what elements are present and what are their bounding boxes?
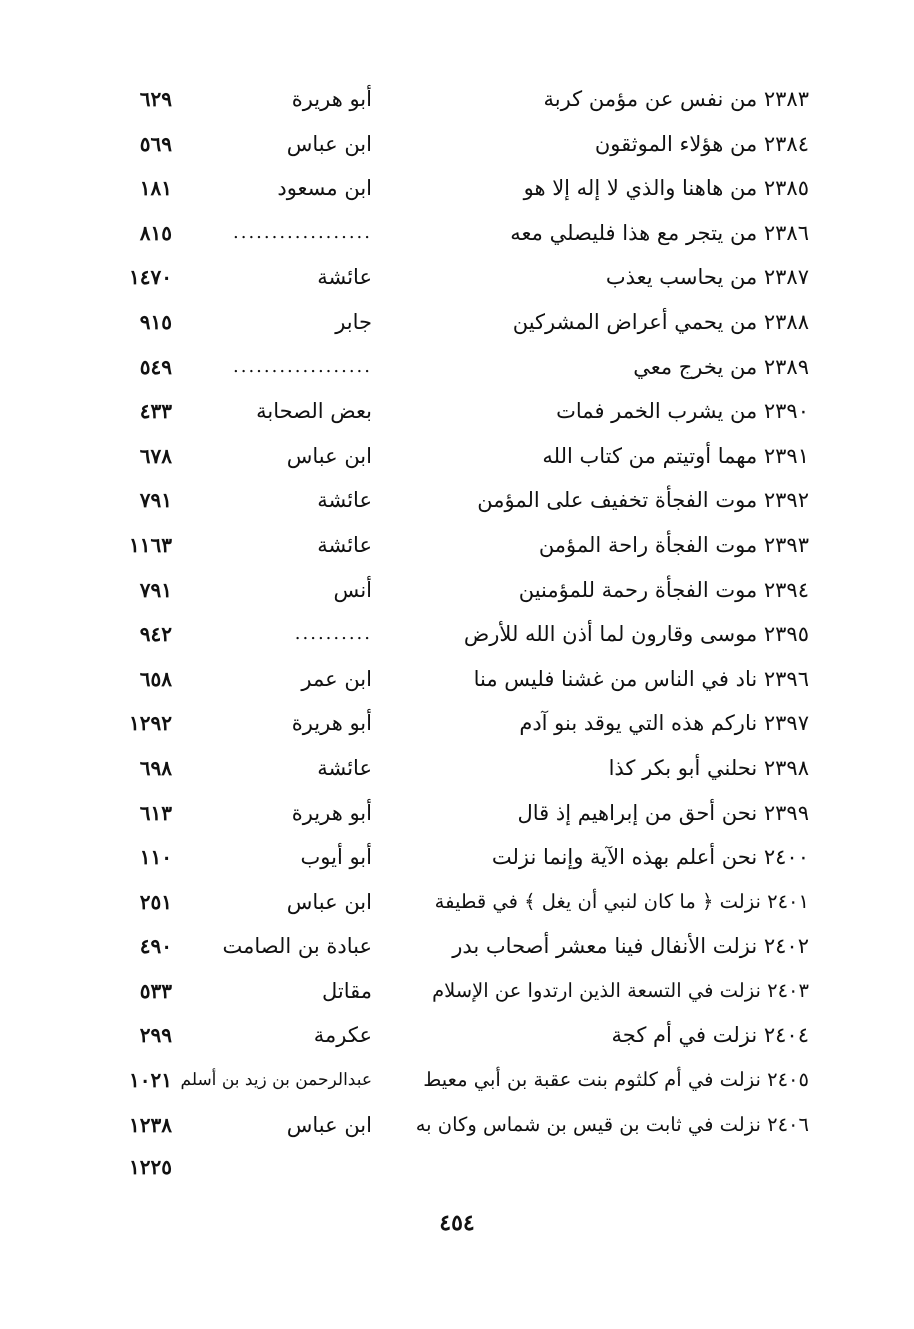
narrator-placeholder-dots: .................. bbox=[233, 221, 372, 243]
index-entry-row bbox=[0, 212, 914, 257]
hadith-text: ٢٣٨٥ من هاهنا والذي لا إله إلا هو bbox=[523, 176, 809, 201]
index-entry-row bbox=[0, 123, 914, 168]
continuation-page-ref: ١٢٢٥ bbox=[129, 1155, 172, 1179]
hadith-text: ٢٤٠٣ نزلت في التسعة الذين ارتدوا عن الإسلام bbox=[432, 978, 809, 1002]
page-reference: ٤٩٠ bbox=[139, 934, 172, 959]
narrator-name: أبو أيوب bbox=[300, 845, 372, 870]
page-reference: ١١٠ bbox=[139, 845, 172, 870]
page-reference: ١٠٢١ bbox=[129, 1068, 172, 1093]
page-reference: ٢٥١ bbox=[139, 889, 172, 914]
hadith-text: ٢٣٩٣ موت الفجأة راحة المؤمن bbox=[538, 532, 809, 557]
page-reference: ٢٩٩ bbox=[139, 1023, 172, 1048]
index-entry-row bbox=[0, 435, 914, 480]
index-entry-row bbox=[0, 925, 914, 970]
hadith-text: ٢٣٨٣ من نفس عن مؤمن كربة bbox=[543, 87, 809, 111]
narrator-name: عكرمة bbox=[313, 1023, 372, 1048]
index-entry-row bbox=[0, 524, 914, 569]
hadith-text: ٢٣٨٦ من يتجر مع هذا فليصلي معه bbox=[510, 220, 809, 245]
page-reference: ٦٥٨ bbox=[139, 666, 172, 691]
narrator-name: أبو هريرة bbox=[291, 711, 372, 736]
narrator-name: عائشة bbox=[317, 755, 372, 780]
page-number: ٤٥٤ bbox=[439, 1210, 475, 1236]
hadith-text: ٢٤٠٤ نزلت في أم كجة bbox=[611, 1023, 809, 1048]
index-entry-row bbox=[0, 970, 914, 1015]
index-entry-row bbox=[0, 78, 914, 123]
index-entry-row bbox=[0, 390, 914, 435]
narrator-name: ابن مسعود bbox=[277, 176, 372, 201]
index-entry-row bbox=[0, 658, 914, 703]
narrator-name: ابن عباس bbox=[286, 443, 372, 468]
page-reference: ٥٦٩ bbox=[139, 131, 172, 156]
hadith-text: ٢٣٩٦ ناد في الناس من غشنا فليس منا bbox=[473, 666, 809, 691]
narrator-name: ابن عباس bbox=[286, 889, 372, 914]
narrator-name: ابن عباس bbox=[286, 1112, 372, 1137]
index-entry-row bbox=[0, 256, 914, 301]
page-reference: ٧٩١ bbox=[139, 488, 172, 513]
hadith-text: ٢٣٨٧ من يحاسب يعذب bbox=[605, 265, 809, 290]
narrator-name: عائشة bbox=[317, 532, 372, 557]
page-reference: ١٢٩٢ bbox=[129, 711, 172, 736]
page-reference: ٨١٥ bbox=[139, 220, 172, 245]
narrator-placeholder-dots: .................. bbox=[233, 355, 372, 377]
page-reference: ١١٦٣ bbox=[129, 532, 172, 557]
narrator-name: عبدالرحمن بن زيد بن أسلم bbox=[180, 1070, 372, 1091]
page-reference: ٩١٥ bbox=[139, 309, 172, 334]
page-reference: ٤٣٣ bbox=[139, 399, 172, 424]
hadith-text: ٢٣٩٩ نحن أحق من إبراهيم إذ قال bbox=[517, 800, 809, 825]
index-entry-row bbox=[0, 479, 914, 524]
page-reference: ١٨١ bbox=[139, 176, 172, 201]
hadith-text: ٢٣٩٥ موسى وقارون لما أذن الله للأرض bbox=[463, 622, 809, 647]
index-entry-row bbox=[0, 569, 914, 614]
hadith-text: ٢٣٩٤ موت الفجأة رحمة للمؤمنين bbox=[518, 577, 809, 602]
index-entry-row bbox=[0, 747, 914, 792]
narrator-name: عائشة bbox=[317, 488, 372, 513]
hadith-text: ٢٣٩٠ من يشرب الخمر فمات bbox=[556, 399, 809, 424]
narrator-name: بعض الصحابة bbox=[256, 399, 372, 424]
page-reference: ٩٤٢ bbox=[139, 622, 172, 647]
hadith-text: ٢٤٠١ نزلت ﴿ ما كان لنبي أن يغل ﴾ في قطيفة bbox=[434, 889, 809, 913]
index-entry-row bbox=[0, 881, 914, 926]
hadith-text: ٢٤٠٦ نزلت في ثابت بن قيس بن شماس وكان به bbox=[415, 1112, 809, 1136]
page-reference: ٦٧٨ bbox=[139, 443, 172, 468]
page-reference: ٦١٣ bbox=[139, 800, 172, 825]
page-reference: ٥٤٩ bbox=[139, 354, 172, 379]
index-entry-row bbox=[0, 1059, 914, 1104]
page-reference: ٦٩٨ bbox=[139, 755, 172, 780]
narrator-name: عائشة bbox=[317, 265, 372, 290]
index-entry-row bbox=[0, 792, 914, 837]
hadith-text: ٢٤٠٠ نحن أعلم بهذه الآية وإنما نزلت bbox=[491, 845, 809, 870]
index-entry-row bbox=[0, 1104, 914, 1149]
page-reference: ١٢٣٨ bbox=[129, 1112, 172, 1137]
hadith-text: ٢٣٩٨ نحلني أبو بكر كذا bbox=[608, 755, 809, 780]
narrator-name: أبو هريرة bbox=[291, 87, 372, 111]
narrator-name: جابر bbox=[335, 309, 372, 334]
page-reference: ١٤٧٠ bbox=[129, 265, 172, 290]
narrator-name: أبو هريرة bbox=[291, 800, 372, 825]
hadith-text: ٢٣٨٤ من هؤلاء الموثقون bbox=[594, 131, 809, 156]
index-entry-row bbox=[0, 1014, 914, 1059]
narrator-placeholder-dots: .......... bbox=[294, 623, 372, 645]
hadith-text: ٢٣٩٢ موت الفجأة تخفيف على المؤمن bbox=[477, 488, 809, 513]
index-entry-row bbox=[0, 702, 914, 747]
index-entry-row bbox=[0, 167, 914, 212]
narrator-name: عبادة بن الصامت bbox=[222, 934, 372, 959]
hadith-text: ٢٤٠٢ نزلت الأنفال فينا معشر أصحاب بدر bbox=[452, 934, 809, 959]
page-reference: ٥٣٣ bbox=[139, 978, 172, 1003]
index-entry-row bbox=[0, 346, 914, 391]
hadith-text: ٢٣٩٧ ناركم هذه التي يوقد بنو آدم bbox=[519, 711, 809, 736]
page-reference: ٦٢٩ bbox=[139, 87, 172, 111]
narrator-name: ابن عمر bbox=[301, 666, 372, 691]
page-reference: ٧٩١ bbox=[139, 577, 172, 602]
index-entry-row bbox=[0, 836, 914, 881]
narrator-name: مقاتل bbox=[321, 978, 372, 1003]
hadith-text: ٢٤٠٥ نزلت في أم كلثوم بنت عقبة بن أبي معيط bbox=[423, 1068, 809, 1092]
hadith-text: ٢٣٨٨ من يحمي أعراض المشركين bbox=[512, 309, 809, 334]
narrator-name: أنس bbox=[333, 577, 372, 602]
index-entry-row bbox=[0, 613, 914, 658]
narrator-name: ابن عباس bbox=[286, 131, 372, 156]
continuation-row bbox=[0, 1148, 914, 1193]
hadith-index-list bbox=[0, 78, 914, 1148]
hadith-text: ٢٣٩١ مهما أوتيتم من كتاب الله bbox=[542, 443, 809, 468]
index-entry-row bbox=[0, 301, 914, 346]
hadith-text: ٢٣٨٩ من يخرج معي bbox=[633, 354, 809, 379]
